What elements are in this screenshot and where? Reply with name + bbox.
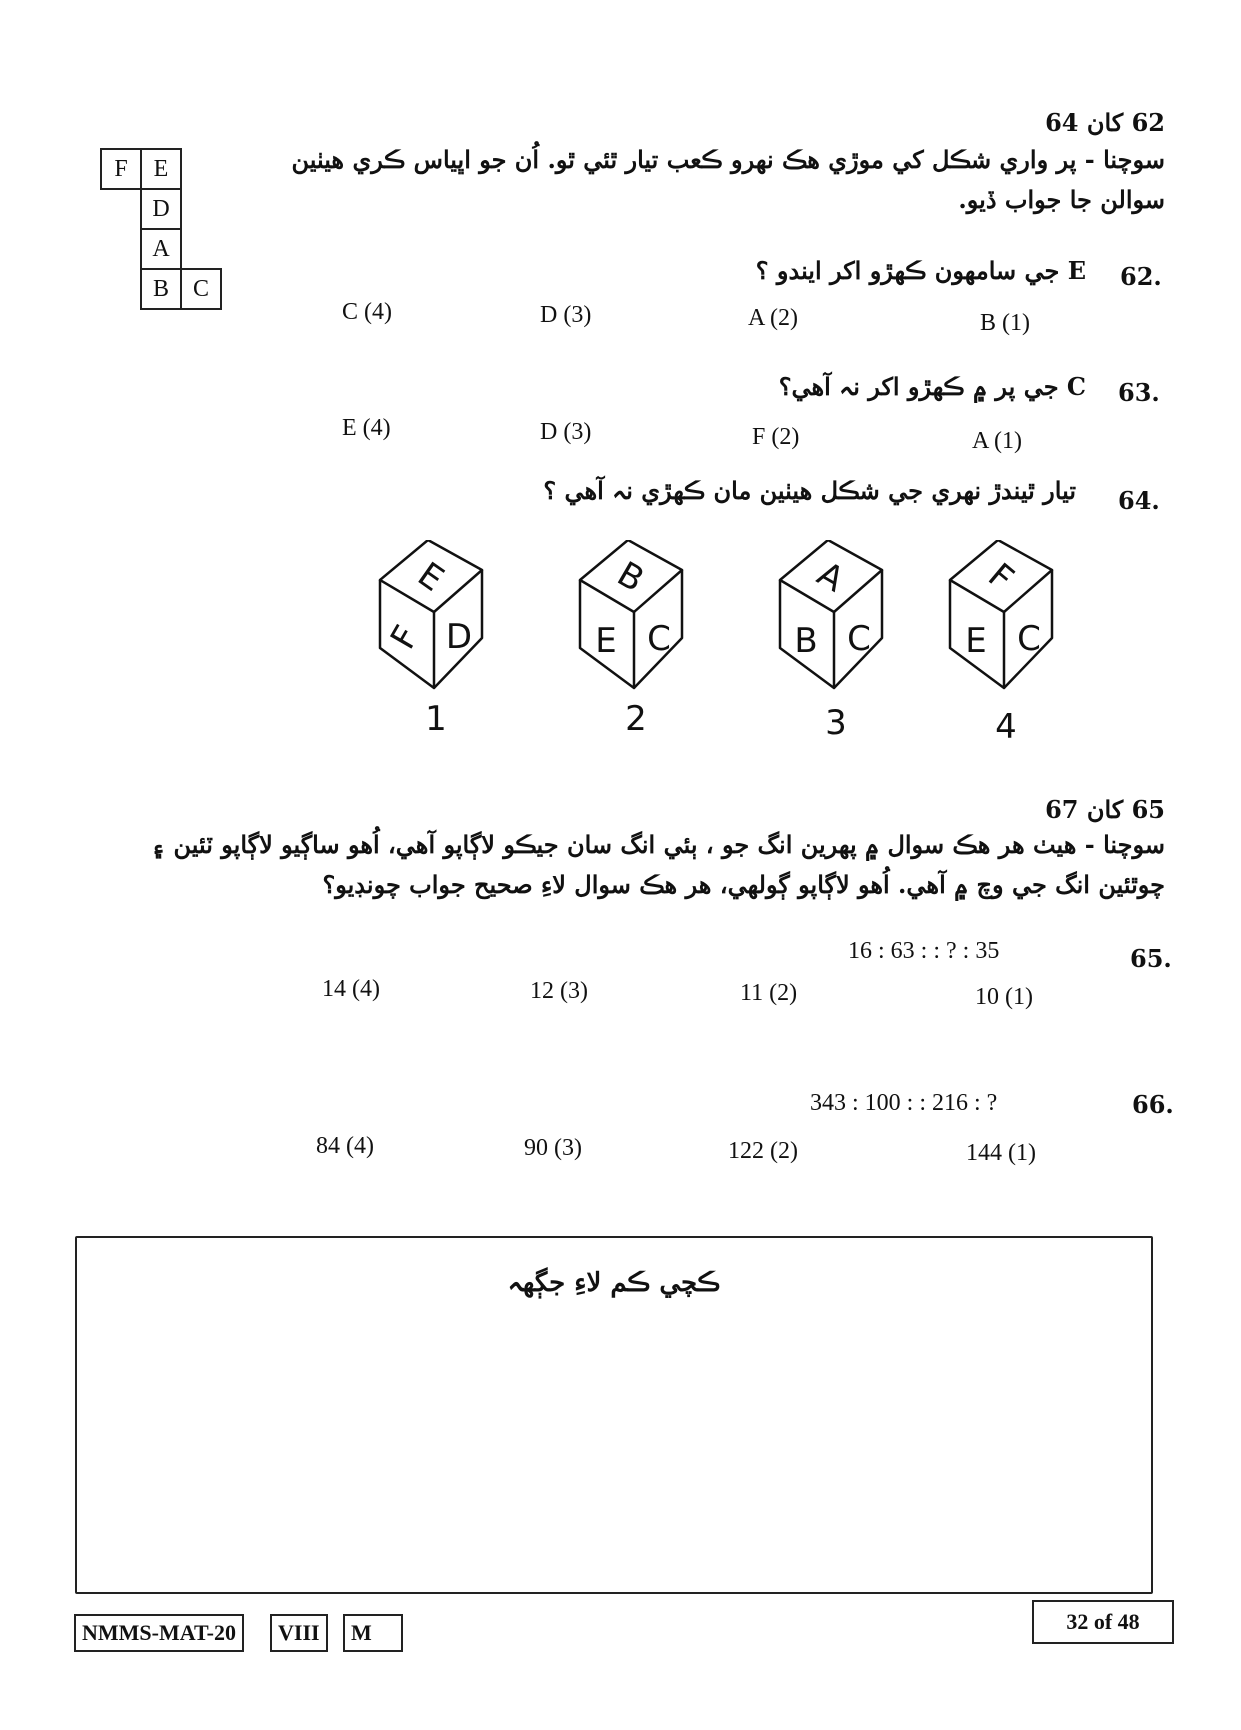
cube-options bbox=[370, 540, 1070, 740]
rough-work-box bbox=[75, 1236, 1153, 1594]
option-66-3[interactable]: 90 (3) bbox=[524, 1135, 582, 1161]
question-number-66: 66. bbox=[1132, 1090, 1174, 1119]
option-65-4[interactable]: 14 (4) bbox=[322, 976, 380, 1002]
question-text-64: تيار ٿيندڙ نهري جي شڪل هيٺين مان ڪهڙي نہ آهي ؟ bbox=[543, 476, 1076, 505]
question-text-62: E جي سامهون ڪهڙو اکر ايندو ؟ bbox=[755, 256, 1086, 285]
net-face-c: C bbox=[180, 268, 222, 310]
question-text-63: C جي پر ۾ ڪهڙو اکر نہ آهي؟ bbox=[778, 372, 1086, 401]
net-face-d: D bbox=[140, 188, 182, 230]
section-range-2: 65 کان 67 bbox=[1045, 795, 1165, 824]
cube-2-left: E bbox=[595, 621, 617, 661]
cube-3-left: B bbox=[794, 621, 818, 661]
cube-2-label[interactable]: 2 bbox=[625, 699, 647, 739]
question-number-63: 63. bbox=[1118, 378, 1160, 407]
option-63-1[interactable]: A (1) bbox=[972, 428, 1022, 454]
net-face-f: F bbox=[100, 148, 142, 190]
option-62-2[interactable]: A (2) bbox=[748, 305, 798, 331]
section-instruction-1: سوچنا - پر واري شڪل کي موڙي هڪ نهرو ڪعب تيار ٿئي ٿو. اُن جو اڀياس ڪري هيٺين سوالن جا جواب ڏيو. bbox=[291, 145, 1165, 214]
option-62-1[interactable]: B (1) bbox=[980, 310, 1030, 336]
cube-1-top: E bbox=[410, 554, 451, 600]
option-65-1[interactable]: 10 (1) bbox=[975, 984, 1033, 1010]
net-face-a: A bbox=[140, 228, 182, 270]
cube-net bbox=[100, 148, 240, 328]
cube-4-top: F bbox=[980, 555, 1021, 599]
question-text-66: 343 : 100 : : 216 : ? bbox=[810, 1090, 998, 1116]
cube-1-label[interactable]: 1 bbox=[425, 699, 447, 739]
question-number-64: 64. bbox=[1118, 486, 1160, 515]
section-instruction-2: سوچنا - هيٺ هر هڪ سوال ۾ پهرين انگ جو ، ٻئي انگ سان جيڪو لاڳاپو آهي، اُهو ساڳيو لاڳاپو ٽئين ۽ چوٿئين انگ جي وچ ۾ آهي. اُهو لاڳاپو ڳولهي، هر هڪ سوال لاءِ صحيح جواب چونڊيو؟ bbox=[151, 830, 1165, 899]
option-63-2[interactable]: F (2) bbox=[752, 424, 800, 450]
option-66-2[interactable]: 122 (2) bbox=[728, 1138, 798, 1164]
option-63-4[interactable]: E (4) bbox=[342, 415, 391, 441]
option-65-2[interactable]: 11 (2) bbox=[740, 980, 798, 1006]
cube-1-right: D bbox=[445, 617, 473, 657]
cube-4-right: C bbox=[1017, 619, 1041, 659]
cube-2-right: C bbox=[647, 619, 671, 659]
option-65-3[interactable]: 12 (3) bbox=[530, 978, 588, 1004]
footer-page-number: 32 of 48 bbox=[1032, 1600, 1174, 1644]
cube-4-label[interactable]: 4 bbox=[995, 707, 1017, 740]
cube-3-label[interactable]: 3 bbox=[825, 703, 847, 740]
net-face-e: E bbox=[140, 148, 182, 190]
option-66-4[interactable]: 84 (4) bbox=[316, 1133, 374, 1159]
question-text-65: 16 : 63 : : ? : 35 bbox=[848, 938, 1000, 964]
net-face-b: B bbox=[140, 268, 182, 310]
footer-medium: M bbox=[343, 1614, 403, 1652]
cube-3-right: C bbox=[847, 619, 871, 659]
cube-4-left: E bbox=[965, 621, 987, 661]
footer-exam-code: NMMS-MAT-20 bbox=[74, 1614, 244, 1652]
footer-class: VIII bbox=[270, 1614, 328, 1652]
section-range-1: 62 کان 64 bbox=[1045, 108, 1165, 137]
cube-2-top: B bbox=[610, 553, 651, 601]
option-62-4[interactable]: C (4) bbox=[342, 299, 392, 325]
cube-1-left: F bbox=[382, 619, 428, 656]
option-63-3[interactable]: D (3) bbox=[540, 419, 592, 445]
rough-work-title: ڪچي ڪم لاءِ جڳهہ bbox=[507, 1268, 721, 1298]
option-66-1[interactable]: 144 (1) bbox=[966, 1140, 1036, 1166]
cube-3-top: A bbox=[810, 553, 851, 601]
option-62-3[interactable]: D (3) bbox=[540, 302, 592, 328]
question-number-65: 65. bbox=[1130, 944, 1172, 973]
question-number-62: 62. bbox=[1120, 262, 1162, 291]
